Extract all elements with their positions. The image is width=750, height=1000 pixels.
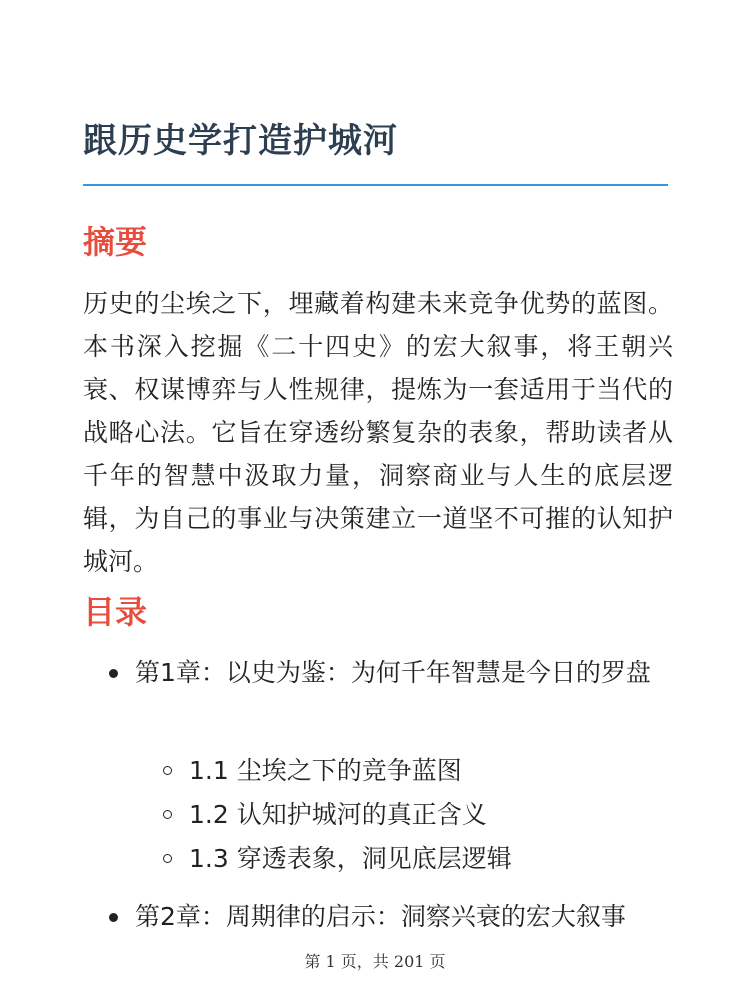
toc-section-label: 1.3 穿透表象，洞见底层逻辑 (189, 844, 512, 873)
document-title: 跟历史学打造护城河 (83, 121, 398, 161)
toc-section-label: 1.1 尘埃之下的竞争蓝图 (189, 756, 462, 785)
toc-section-1-3[interactable] (83, 840, 673, 878)
page-number-footer: 第 1 页，共 201 页 (304, 952, 446, 971)
circle-bullet-icon (163, 810, 172, 819)
abstract-heading: 摘要 (83, 223, 148, 261)
toc-chapter-label: 第2章：周期律的启示：洞察兴衰的宏大叙事 (135, 902, 626, 931)
toc-chapter-1[interactable] (83, 654, 673, 692)
bullet-icon (109, 913, 118, 922)
toc-section-1-2[interactable] (83, 796, 673, 834)
bullet-icon (109, 669, 118, 678)
circle-bullet-icon (163, 854, 172, 863)
toc-section-1-1[interactable] (83, 752, 673, 790)
circle-bullet-icon (163, 766, 172, 775)
toc-chapter-2[interactable] (83, 898, 673, 936)
toc-chapter-label: 第1章：以史为鉴：为何千年智慧是今日的罗盘 (135, 658, 651, 687)
toc-section-label: 1.2 认知护城河的真正含义 (189, 800, 487, 829)
toc-heading: 目录 (83, 593, 148, 631)
title-divider (83, 184, 668, 186)
abstract-paragraph: 历史的尘埃之下，埋藏着构建未来竞争优势的蓝图。本书深入挖掘《二十四史》的宏大叙事，将王朝兴衰、权谋博弈与人性规律，提炼为一套适用于当代的战略心法。它旨在穿透纷繁复杂的表象，帮助读者从千年的智慧中汲取力量，洞察商业与人生的底层逻辑，为自己的事业与决策建立一道坚不可摧的认知护城河。 (83, 289, 673, 576)
